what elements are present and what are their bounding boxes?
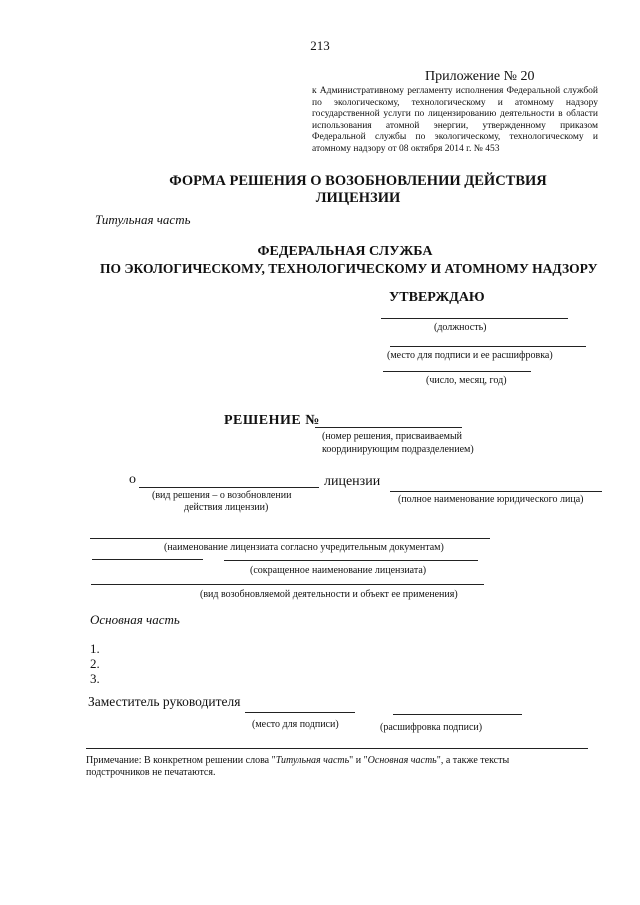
- list-item: 2.: [90, 656, 100, 671]
- date-caption: (число, месяц, год): [426, 375, 507, 386]
- deputy-sign-line[interactable]: [245, 712, 355, 713]
- appendix-note: к Административному регламенту исполнения Федеральной службой по экологическому, технологическому и атомному надзору государственной услуги по лицензированию деятельности в области использования атомной энергии, утвержденному приказом Федеральной службы по экологическому, технологическому и атомному надзору от 08 октября 2014 г. № 453: [312, 86, 598, 154]
- org-name-line[interactable]: [390, 491, 602, 492]
- agency-line-2: ПО ЭКОЛОГИЧЕСКОМУ, ТЕХНОЛОГИЧЕСКОМУ И АТОМНОМУ НАДЗОРУ: [100, 261, 598, 276]
- decision-number-note-1: (номер решения, присваиваемый: [322, 431, 463, 442]
- licensee-name-note: (наименование лицензиата согласно учредительным документам): [164, 542, 444, 553]
- footnote-em-2: Основная часть: [367, 755, 437, 766]
- agency-line-1: ФЕДЕРАЛЬНАЯ СЛУЖБА: [257, 244, 433, 259]
- license-word: лицензии: [324, 474, 381, 489]
- decision-number-note-2: координирующим подразделением): [322, 444, 474, 455]
- signature-caption: (место для подписи и ее расшифровка): [387, 350, 553, 361]
- approve-heading: УТВЕРЖДАЮ: [389, 290, 485, 305]
- decision-kind-line[interactable]: [139, 487, 319, 488]
- decision-number-line[interactable]: [315, 427, 462, 428]
- form-title: ФОРМА РЕШЕНИЯ О ВОЗОБНОВЛЕНИИ ДЕЙСТВИЯ ЛИЦЕНЗИИ: [169, 173, 547, 206]
- license-prefix: о: [129, 472, 136, 487]
- position-caption: (должность): [434, 322, 487, 333]
- footnote-text-2: " и ": [349, 755, 368, 766]
- main-part-label: Основная часть: [90, 612, 180, 627]
- footnote-text-1: Примечание: В конкретном решении слова ": [86, 755, 276, 766]
- page-number: 213: [310, 38, 330, 53]
- sign-decode-caption: (расшифровка подписи): [380, 722, 483, 733]
- org-name-note: (полное наименование юридического лица): [398, 494, 584, 505]
- list-item: 1.: [90, 641, 100, 656]
- deputy-head-label: Заместитель руководителя: [88, 694, 241, 709]
- footnote: [86, 755, 566, 779]
- short-name-line-right[interactable]: [224, 560, 478, 561]
- footnote-text-3: ", а также тексты подстрочников не печатаются.: [86, 755, 510, 778]
- short-name-note: (сокращенное наименование лицензиата): [250, 565, 427, 576]
- short-name-line-left[interactable]: [92, 559, 203, 560]
- sign-place-caption: (место для подписи): [252, 719, 339, 730]
- deputy-decode-line[interactable]: [393, 714, 522, 715]
- decision-kind-note-1: (вид решения – о возобновлении: [152, 490, 292, 501]
- title-part-label: Титульная часть: [95, 212, 191, 227]
- date-line[interactable]: [383, 371, 531, 372]
- signature-line[interactable]: [390, 346, 586, 347]
- appendix-title: Приложение № 20: [425, 69, 535, 84]
- decision-kind-note-2: действия лицензии): [184, 502, 269, 513]
- position-line[interactable]: [381, 318, 568, 319]
- list-item: 3.: [90, 671, 100, 686]
- activity-line[interactable]: [91, 584, 484, 585]
- footnote-separator: [86, 748, 588, 749]
- licensee-name-line[interactable]: [90, 538, 490, 539]
- decision-label: РЕШЕНИЕ №: [224, 413, 320, 428]
- activity-note: (вид возобновляемой деятельности и объект ее применения): [200, 589, 458, 600]
- footnote-em-1: Титульная часть: [275, 755, 350, 766]
